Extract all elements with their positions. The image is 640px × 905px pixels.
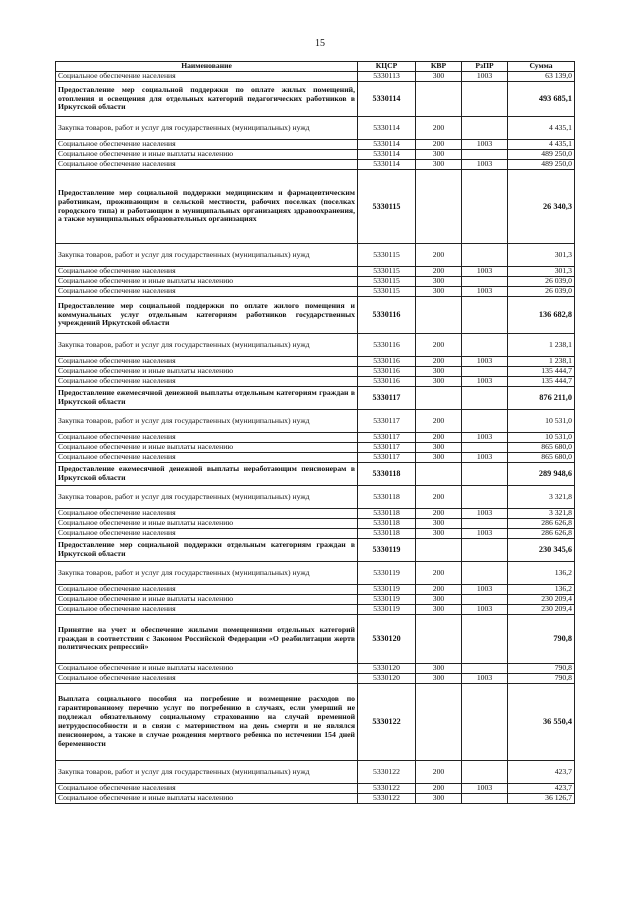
cell-kcsr: 5330120 xyxy=(358,615,416,664)
cell-kvr: 300 xyxy=(416,287,462,297)
table-row xyxy=(56,443,575,453)
cell-kcsr: 5330117 xyxy=(358,387,416,410)
cell-kvr xyxy=(416,463,462,486)
cell-rzpr xyxy=(462,539,508,562)
cell-sum: 1 238,1 xyxy=(508,334,575,357)
cell-name: Закупка товаров, работ и услуг для государственных (муниципальных) нужд xyxy=(56,562,358,585)
cell-rzpr xyxy=(462,410,508,433)
cell-kcsr: 5330115 xyxy=(358,244,416,267)
cell-kvr: 200 xyxy=(416,140,462,150)
cell-name: Социальное обеспечение и иные выплаты населению xyxy=(56,595,358,605)
cell-name: Социальное обеспечение населения xyxy=(56,529,358,539)
cell-name: Социальное обеспечение населения xyxy=(56,453,358,463)
cell-rzpr: 1003 xyxy=(462,357,508,367)
cell-sum: 4 435,1 xyxy=(508,140,575,150)
cell-kcsr: 5330114 xyxy=(358,150,416,160)
table-row xyxy=(56,794,575,804)
cell-rzpr: 1003 xyxy=(462,160,508,170)
cell-sum: 10 531,0 xyxy=(508,433,575,443)
cell-rzpr: 1003 xyxy=(462,72,508,82)
cell-rzpr xyxy=(462,297,508,334)
cell-kcsr: 5330118 xyxy=(358,529,416,539)
cell-sum: 230 345,6 xyxy=(508,539,575,562)
cell-name: Закупка товаров, работ и услуг для государственных (муниципальных) нужд xyxy=(56,334,358,357)
cell-name: Закупка товаров, работ и услуг для государственных (муниципальных) нужд xyxy=(56,244,358,267)
cell-kvr: 300 xyxy=(416,150,462,160)
cell-kcsr: 5330116 xyxy=(358,367,416,377)
cell-kvr: 300 xyxy=(416,72,462,82)
cell-rzpr xyxy=(462,463,508,486)
cell-sum: 26 039,0 xyxy=(508,277,575,287)
cell-kcsr: 5330114 xyxy=(358,160,416,170)
cell-rzpr xyxy=(462,170,508,244)
cell-kvr: 200 xyxy=(416,486,462,509)
cell-sum: 230 209,4 xyxy=(508,605,575,615)
cell-sum: 790,8 xyxy=(508,674,575,684)
table-row xyxy=(56,357,575,367)
cell-kvr: 200 xyxy=(416,784,462,794)
cell-name: Предоставление ежемесячной денежной выплаты неработающим пенсионерам в Иркутской области xyxy=(56,463,358,486)
header-kcsr: КЦСР xyxy=(358,62,416,72)
cell-sum: 36 550,4 xyxy=(508,684,575,761)
cell-kvr: 300 xyxy=(416,595,462,605)
cell-sum: 289 948,6 xyxy=(508,463,575,486)
cell-kcsr: 5330114 xyxy=(358,82,416,117)
cell-rzpr xyxy=(462,82,508,117)
cell-kvr: 200 xyxy=(416,117,462,140)
cell-name: Социальное обеспечение и иные выплаты населению xyxy=(56,277,358,287)
cell-sum: 26 340,3 xyxy=(508,170,575,244)
cell-name: Выплата социального пособия на погребение и возмещение расходов по гарантированному перечню услуг по погребению в случаях, если умерший не подлежал обязательному социальному страхованию на случай временной нетрудоспособности и в связи с материнством на день смерти и не являлся пенсионером, а также в случае рождения мертвого ребенка по истечении 154 дней беременности xyxy=(56,684,358,761)
table-row xyxy=(56,664,575,674)
cell-name: Социальное обеспечение населения xyxy=(56,160,358,170)
cell-kcsr: 5330115 xyxy=(358,287,416,297)
table-row xyxy=(56,453,575,463)
cell-name: Предоставление мер социальной поддержки медицинским и фармацевтическим работникам, проживающим в сельской местности, рабочих поселках (поселках городского типа) и работающим в муниципальных организациях здравоохранения, а также муниципальных образовательных организациях xyxy=(56,170,358,244)
table-row xyxy=(56,150,575,160)
cell-kvr: 200 xyxy=(416,562,462,585)
table-row xyxy=(56,117,575,140)
cell-kcsr: 5330119 xyxy=(358,605,416,615)
cell-name: Социальное обеспечение населения xyxy=(56,509,358,519)
table-row xyxy=(56,287,575,297)
cell-kvr: 300 xyxy=(416,277,462,287)
cell-rzpr xyxy=(462,244,508,267)
cell-rzpr xyxy=(462,277,508,287)
cell-kvr xyxy=(416,82,462,117)
cell-rzpr: 1003 xyxy=(462,377,508,387)
table-row xyxy=(56,605,575,615)
table-row-program xyxy=(56,82,575,117)
table-row xyxy=(56,377,575,387)
cell-sum: 423,7 xyxy=(508,761,575,784)
table-row xyxy=(56,595,575,605)
cell-name: Социальное обеспечение и иные выплаты населению xyxy=(56,664,358,674)
table-header-row xyxy=(56,62,575,72)
cell-kvr: 200 xyxy=(416,410,462,433)
table-row xyxy=(56,72,575,82)
cell-kvr: 200 xyxy=(416,585,462,595)
cell-rzpr xyxy=(462,519,508,529)
cell-kvr: 300 xyxy=(416,529,462,539)
table-row-program xyxy=(56,387,575,410)
cell-rzpr: 1003 xyxy=(462,585,508,595)
table-row xyxy=(56,674,575,684)
cell-kvr: 300 xyxy=(416,519,462,529)
cell-kcsr: 5330118 xyxy=(358,509,416,519)
table-row xyxy=(56,784,575,794)
cell-rzpr xyxy=(462,684,508,761)
cell-name: Социальное обеспечение населения xyxy=(56,377,358,387)
cell-name: Социальное обеспечение населения xyxy=(56,585,358,595)
cell-kcsr: 5330113 xyxy=(358,72,416,82)
cell-rzpr xyxy=(462,486,508,509)
cell-name: Социальное обеспечение и иные выплаты населению xyxy=(56,519,358,529)
cell-rzpr: 1003 xyxy=(462,433,508,443)
cell-rzpr xyxy=(462,443,508,453)
cell-kvr: 200 xyxy=(416,761,462,784)
cell-rzpr: 1003 xyxy=(462,784,508,794)
table-row-program xyxy=(56,463,575,486)
header-name: Наименование xyxy=(56,62,358,72)
cell-name: Социальное обеспечение населения xyxy=(56,267,358,277)
table-row xyxy=(56,160,575,170)
cell-kcsr: 5330122 xyxy=(358,684,416,761)
cell-kvr: 200 xyxy=(416,433,462,443)
cell-rzpr xyxy=(462,367,508,377)
table-row xyxy=(56,562,575,585)
table-row xyxy=(56,334,575,357)
cell-sum: 36 126,7 xyxy=(508,794,575,804)
cell-kvr xyxy=(416,297,462,334)
table-row xyxy=(56,519,575,529)
header-kvr: КВР xyxy=(416,62,462,72)
cell-sum: 865 680,0 xyxy=(508,453,575,463)
cell-kcsr: 5330117 xyxy=(358,433,416,443)
cell-rzpr xyxy=(462,387,508,410)
cell-sum: 3 321,8 xyxy=(508,509,575,519)
cell-rzpr xyxy=(462,117,508,140)
cell-kcsr: 5330120 xyxy=(358,664,416,674)
table-row xyxy=(56,244,575,267)
cell-sum: 790,8 xyxy=(508,615,575,664)
table-row xyxy=(56,410,575,433)
cell-rzpr: 1003 xyxy=(462,605,508,615)
cell-kcsr: 5330117 xyxy=(358,410,416,433)
cell-sum: 135 444,7 xyxy=(508,367,575,377)
cell-sum: 26 039,0 xyxy=(508,287,575,297)
cell-kvr: 300 xyxy=(416,367,462,377)
cell-name: Предоставление ежемесячной денежной выплаты отдельным категориям граждан в Иркутской области xyxy=(56,387,358,410)
table-row xyxy=(56,277,575,287)
table-row-program xyxy=(56,684,575,761)
table-row-program xyxy=(56,170,575,244)
cell-sum: 136,2 xyxy=(508,562,575,585)
cell-rzpr: 1003 xyxy=(462,140,508,150)
cell-name: Социальное обеспечение населения xyxy=(56,605,358,615)
cell-kcsr: 5330117 xyxy=(358,443,416,453)
cell-rzpr xyxy=(462,595,508,605)
cell-name: Предоставление мер социальной поддержки по оплате жилого помещения и коммунальных услуг отдельным категориям работников государственных учреждений Иркутской области xyxy=(56,297,358,334)
cell-name: Социальное обеспечение населения xyxy=(56,140,358,150)
table-row xyxy=(56,367,575,377)
table-row-program xyxy=(56,615,575,664)
cell-kcsr: 5330119 xyxy=(358,562,416,585)
cell-sum: 136,2 xyxy=(508,585,575,595)
cell-rzpr xyxy=(462,794,508,804)
cell-sum: 489 250,0 xyxy=(508,150,575,160)
table-row xyxy=(56,140,575,150)
cell-kcsr: 5330115 xyxy=(358,277,416,287)
cell-kvr xyxy=(416,684,462,761)
cell-name: Закупка товаров, работ и услуг для государственных (муниципальных) нужд xyxy=(56,410,358,433)
cell-name: Социальное обеспечение и иные выплаты населению xyxy=(56,443,358,453)
cell-rzpr xyxy=(462,150,508,160)
cell-rzpr: 1003 xyxy=(462,509,508,519)
table-row xyxy=(56,509,575,519)
cell-name: Закупка товаров, работ и услуг для государственных (муниципальных) нужд xyxy=(56,486,358,509)
cell-name: Социальное обеспечение населения xyxy=(56,674,358,684)
cell-kcsr: 5330116 xyxy=(358,377,416,387)
cell-sum: 63 139,0 xyxy=(508,72,575,82)
cell-sum: 493 685,1 xyxy=(508,82,575,117)
cell-kvr xyxy=(416,539,462,562)
cell-kcsr: 5330118 xyxy=(358,486,416,509)
cell-kvr: 300 xyxy=(416,443,462,453)
cell-kvr: 200 xyxy=(416,334,462,357)
cell-rzpr: 1003 xyxy=(462,267,508,277)
cell-kcsr: 5330118 xyxy=(358,519,416,529)
cell-rzpr xyxy=(462,664,508,674)
table-row-program xyxy=(56,297,575,334)
cell-sum: 790,8 xyxy=(508,664,575,674)
cell-kvr xyxy=(416,387,462,410)
cell-kcsr: 5330119 xyxy=(358,595,416,605)
cell-rzpr: 1003 xyxy=(462,674,508,684)
cell-kcsr: 5330118 xyxy=(358,463,416,486)
table-row xyxy=(56,486,575,509)
cell-kcsr: 5330120 xyxy=(358,674,416,684)
cell-name: Социальное обеспечение и иные выплаты населению xyxy=(56,367,358,377)
cell-name: Социальное обеспечение населения xyxy=(56,72,358,82)
cell-kvr: 200 xyxy=(416,509,462,519)
cell-name: Предоставление мер социальной поддержки по оплате жилых помещений, отопления и освещения для отдельных категорий педагогических работников в Иркутской области xyxy=(56,82,358,117)
cell-kcsr: 5330116 xyxy=(358,357,416,367)
cell-rzpr: 1003 xyxy=(462,287,508,297)
cell-sum: 423,7 xyxy=(508,784,575,794)
cell-kcsr: 5330114 xyxy=(358,117,416,140)
cell-name: Социальное обеспечение населения xyxy=(56,784,358,794)
cell-kcsr: 5330122 xyxy=(358,794,416,804)
cell-rzpr xyxy=(462,334,508,357)
table-row xyxy=(56,267,575,277)
cell-name: Социальное обеспечение населения xyxy=(56,287,358,297)
table-row xyxy=(56,433,575,443)
cell-rzpr xyxy=(462,562,508,585)
cell-sum: 286 626,8 xyxy=(508,519,575,529)
header-sum: Сумма xyxy=(508,62,575,72)
cell-kcsr: 5330115 xyxy=(358,170,416,244)
table-row xyxy=(56,761,575,784)
header-rzpr: РзПР xyxy=(462,62,508,72)
cell-sum: 10 531,0 xyxy=(508,410,575,433)
cell-name: Социальное обеспечение населения xyxy=(56,357,358,367)
cell-kvr: 300 xyxy=(416,664,462,674)
cell-kcsr: 5330119 xyxy=(358,585,416,595)
cell-kcsr: 5330115 xyxy=(358,267,416,277)
cell-sum: 1 238,1 xyxy=(508,357,575,367)
cell-kvr: 300 xyxy=(416,453,462,463)
cell-sum: 286 626,8 xyxy=(508,529,575,539)
cell-kvr: 200 xyxy=(416,267,462,277)
cell-kvr: 200 xyxy=(416,244,462,267)
table-row xyxy=(56,529,575,539)
cell-kvr: 300 xyxy=(416,377,462,387)
cell-rzpr xyxy=(462,615,508,664)
cell-name: Социальное обеспечение и иные выплаты населению xyxy=(56,150,358,160)
cell-sum: 489 250,0 xyxy=(508,160,575,170)
cell-sum: 301,3 xyxy=(508,267,575,277)
cell-kcsr: 5330114 xyxy=(358,140,416,150)
cell-rzpr: 1003 xyxy=(462,453,508,463)
cell-sum: 230 209,4 xyxy=(508,595,575,605)
cell-sum: 136 682,8 xyxy=(508,297,575,334)
cell-kcsr: 5330119 xyxy=(358,539,416,562)
cell-name: Закупка товаров, работ и услуг для государственных (муниципальных) нужд xyxy=(56,761,358,784)
cell-sum: 135 444,7 xyxy=(508,377,575,387)
cell-sum: 4 435,1 xyxy=(508,117,575,140)
cell-kvr: 300 xyxy=(416,674,462,684)
cell-name: Предоставление мер социальной поддержки отдельным категориям граждан в Иркутской области xyxy=(56,539,358,562)
page-number: 15 xyxy=(315,38,325,49)
table-row xyxy=(56,585,575,595)
cell-kvr: 300 xyxy=(416,160,462,170)
cell-name: Социальное обеспечение и иные выплаты населению xyxy=(56,794,358,804)
cell-kcsr: 5330122 xyxy=(358,784,416,794)
cell-sum: 876 211,0 xyxy=(508,387,575,410)
budget-table xyxy=(55,61,575,804)
cell-kvr: 200 xyxy=(416,357,462,367)
cell-kcsr: 5330116 xyxy=(358,334,416,357)
cell-rzpr: 1003 xyxy=(462,529,508,539)
table-row-program xyxy=(56,539,575,562)
cell-kvr: 300 xyxy=(416,794,462,804)
cell-name: Социальное обеспечение населения xyxy=(56,433,358,443)
cell-rzpr xyxy=(462,761,508,784)
cell-name: Закупка товаров, работ и услуг для государственных (муниципальных) нужд xyxy=(56,117,358,140)
cell-kvr: 300 xyxy=(416,605,462,615)
cell-sum: 865 680,0 xyxy=(508,443,575,453)
cell-kcsr: 5330122 xyxy=(358,761,416,784)
cell-kcsr: 5330116 xyxy=(358,297,416,334)
cell-kcsr: 5330117 xyxy=(358,453,416,463)
cell-name: Принятие на учет и обеспечение жилыми помещениями отдельных категорий граждан в соответствии с Законом Российской Федерации «О реабилитации жертв политических репрессий» xyxy=(56,615,358,664)
cell-sum: 301,3 xyxy=(508,244,575,267)
cell-kvr xyxy=(416,170,462,244)
cell-kvr xyxy=(416,615,462,664)
cell-sum: 3 321,8 xyxy=(508,486,575,509)
